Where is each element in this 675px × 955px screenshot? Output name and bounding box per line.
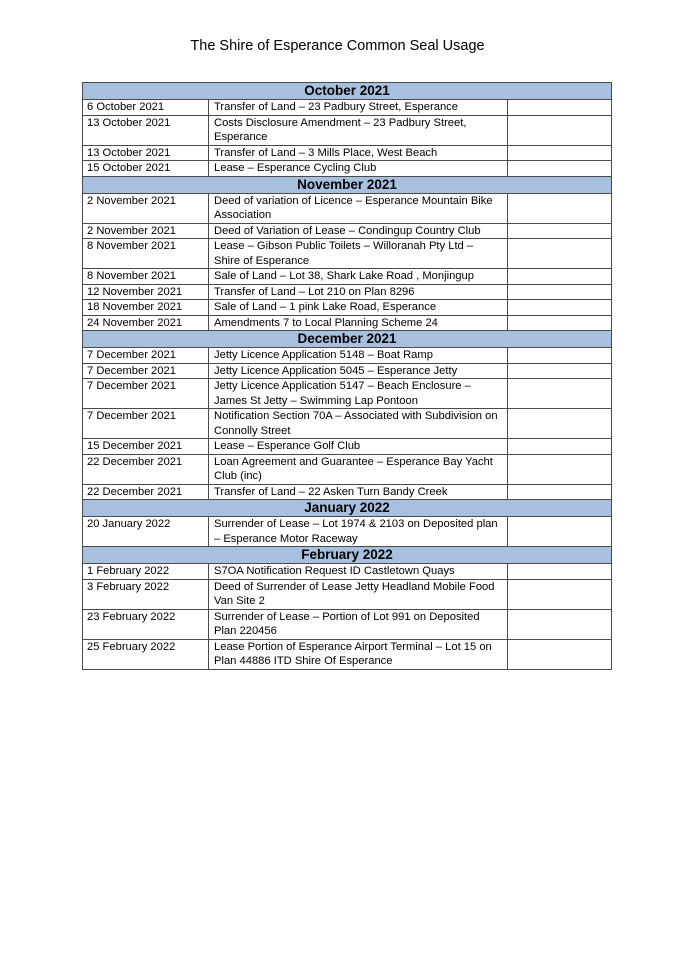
empty-cell [508,579,612,609]
table-row [83,223,612,239]
empty-cell [508,161,612,177]
table-row [83,609,612,639]
date-cell: 2 November 2021 [83,193,209,223]
date-cell: 13 October 2021 [83,115,209,145]
description-cell: Lease – Esperance Golf Club [209,439,508,455]
description-cell: Sale of Land – 1 pink Lake Road, Esperance [209,300,508,316]
month-heading: December 2021 [83,331,612,348]
date-cell: 15 December 2021 [83,439,209,455]
table-row [83,579,612,609]
month-heading: January 2022 [83,500,612,517]
page-title: The Shire of Esperance Common Seal Usage [190,38,485,54]
date-cell: 7 December 2021 [83,363,209,379]
table-row [83,284,612,300]
empty-cell [508,517,612,547]
date-cell: 7 December 2021 [83,379,209,409]
description-cell: Deed of variation of Licence – Esperance Mountain Bike Association [209,193,508,223]
description-cell: Surrender of Lease – Portion of Lot 991 on Deposited Plan 220456 [209,609,508,639]
table-row [83,269,612,285]
description-cell: Costs Disclosure Amendment – 23 Padbury Street, Esperance [209,115,508,145]
empty-cell [508,284,612,300]
date-cell: 22 December 2021 [83,454,209,484]
date-cell: 22 December 2021 [83,484,209,500]
date-cell: 18 November 2021 [83,300,209,316]
description-cell: Jetty Licence Application 5045 – Esperance Jetty [209,363,508,379]
month-heading: November 2021 [83,176,612,193]
description-cell: Amendments 7 to Local Planning Scheme 24 [209,315,508,331]
month-heading: February 2022 [83,547,612,564]
empty-cell [508,115,612,145]
date-cell: 2 November 2021 [83,223,209,239]
empty-cell [508,348,612,364]
date-cell: 1 February 2022 [83,564,209,580]
date-cell: 7 December 2021 [83,348,209,364]
description-cell: Surrender of Lease – Lot 1974 & 2103 on Deposited plan – Esperance Motor Raceway [209,517,508,547]
description-cell: Deed of Surrender of Lease Jetty Headland Mobile Food Van Site 2 [209,579,508,609]
description-cell: Transfer of Land – 23 Padbury Street, Esperance [209,100,508,116]
empty-cell [508,609,612,639]
date-cell: 8 November 2021 [83,239,209,269]
table-row [83,484,612,500]
description-cell: S7OA Notification Request ID Castletown Quays [209,564,508,580]
empty-cell [508,145,612,161]
description-cell: Deed of Variation of Lease – Condingup Country Club [209,223,508,239]
table-row [83,315,612,331]
table-row [83,517,612,547]
table-row [83,145,612,161]
empty-cell [508,439,612,455]
month-header-row [83,500,612,517]
description-cell: Lease – Gibson Public Toilets – Willoranah Pty Ltd – Shire of Esperance [209,239,508,269]
month-header-row [83,547,612,564]
description-cell: Lease – Esperance Cycling Club [209,161,508,177]
date-cell: 12 November 2021 [83,284,209,300]
date-cell: 7 December 2021 [83,409,209,439]
empty-cell [508,409,612,439]
date-cell: 24 November 2021 [83,315,209,331]
date-cell: 8 November 2021 [83,269,209,285]
date-cell: 13 October 2021 [83,145,209,161]
empty-cell [508,315,612,331]
empty-cell [508,639,612,669]
table-row [83,639,612,669]
seal-usage-table [82,82,612,670]
date-cell: 23 February 2022 [83,609,209,639]
empty-cell [508,363,612,379]
table-row [83,161,612,177]
table-row [83,300,612,316]
table-row [83,348,612,364]
date-cell: 15 October 2021 [83,161,209,177]
description-cell: Jetty Licence Application 5147 – Beach Enclosure – James St Jetty – Swimming Lap Pontoon [209,379,508,409]
empty-cell [508,193,612,223]
description-cell: Transfer of Land – 22 Asken Turn Bandy Creek [209,484,508,500]
month-header-row [83,331,612,348]
empty-cell [508,239,612,269]
table-row [83,115,612,145]
date-cell: 3 February 2022 [83,579,209,609]
month-heading: October 2021 [83,83,612,100]
empty-cell [508,300,612,316]
empty-cell [508,454,612,484]
date-cell: 25 February 2022 [83,639,209,669]
table-row [83,564,612,580]
empty-cell [508,564,612,580]
description-cell: Transfer of Land – 3 Mills Place, West Beach [209,145,508,161]
table-row [83,239,612,269]
empty-cell [508,223,612,239]
table-row [83,193,612,223]
table-row [83,439,612,455]
date-cell: 6 October 2021 [83,100,209,116]
table-row [83,379,612,409]
description-cell: Transfer of Land – Lot 210 on Plan 8296 [209,284,508,300]
description-cell: Lease Portion of Esperance Airport Terminal – Lot 15 on Plan 44886 ITD Shire Of Esperance [209,639,508,669]
month-header-row [83,176,612,193]
description-cell: Sale of Land – Lot 38, Shark Lake Road , Monjingup [209,269,508,285]
empty-cell [508,484,612,500]
table-row [83,454,612,484]
description-cell: Notification Section 70A – Associated with Subdivision on Connolly Street [209,409,508,439]
empty-cell [508,379,612,409]
month-header-row [83,83,612,100]
description-cell: Jetty Licence Application 5148 – Boat Ramp [209,348,508,364]
table-row [83,363,612,379]
table-row [83,409,612,439]
table-row [83,100,612,116]
date-cell: 20 January 2022 [83,517,209,547]
empty-cell [508,100,612,116]
empty-cell [508,269,612,285]
description-cell: Loan Agreement and Guarantee – Esperance Bay Yacht Club (inc) [209,454,508,484]
